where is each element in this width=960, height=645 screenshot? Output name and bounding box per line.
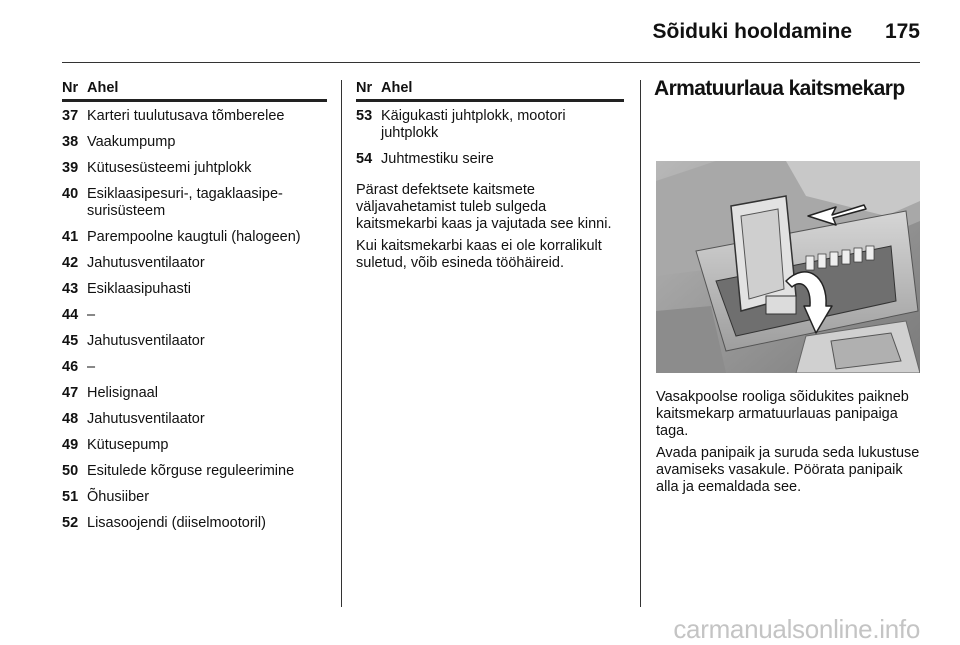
- table-header-nr: Nr: [356, 80, 373, 96]
- fuse-number: 53: [356, 108, 373, 124]
- section-heading: Armatuurlaua kaitsmekarp: [654, 77, 905, 100]
- table-header-circuit: Ahel: [87, 80, 119, 96]
- header-title: Sõiduki hooldamine: [652, 20, 852, 43]
- fuse-number: 40: [62, 186, 79, 202]
- fuse-number: 48: [62, 411, 79, 427]
- table-header-circuit: Ahel: [381, 80, 413, 96]
- fuse-circuit: Esiklaasipesuri-, tagaklaasipe-surisüsteem: [87, 186, 283, 219]
- fuse-table-2: [356, 80, 624, 277]
- fuse-number: 41: [62, 229, 79, 245]
- table-row: [62, 489, 327, 506]
- fuse-circuit: Vaakumpump: [87, 134, 176, 150]
- fuse-circuit: Helisignaal: [87, 385, 158, 401]
- fuse-number: 46: [62, 359, 79, 375]
- fuse-circuit: Esiklaasipuhasti: [87, 281, 191, 297]
- fuse-number: 52: [62, 515, 79, 531]
- fuse-circuit: Jahutusventilaator: [87, 411, 205, 427]
- watermark: carmanualsonline.info: [673, 614, 920, 644]
- column-divider-2: [640, 80, 641, 607]
- fuse-number: 54: [356, 151, 373, 167]
- table-row: [356, 108, 624, 142]
- fuse-number: 38: [62, 134, 79, 150]
- fuse-circuit: Juhtmestiku seire: [381, 151, 494, 167]
- table-row: [62, 281, 327, 298]
- fuse-number: 37: [62, 108, 79, 124]
- fuse-circuit: Lisasoojendi (diiselmootoril): [87, 515, 266, 531]
- fuse-number: 49: [62, 437, 79, 453]
- fuse-number: 39: [62, 160, 79, 176]
- fuse-circuit: Jahutusventilaator: [87, 255, 205, 271]
- fuse-number: 50: [62, 463, 79, 479]
- body-paragraph: Vasakpoolse rooliga sõidukites paikneb kaitsmekarp armatuurlauas panipaiga taga.: [656, 389, 909, 439]
- table-row: [62, 385, 327, 402]
- table-row: [62, 463, 327, 480]
- table-row: [62, 515, 327, 532]
- fuse-box-illustration: [656, 161, 920, 373]
- table-row: [62, 359, 327, 376]
- table-row: [62, 108, 327, 125]
- fuse-number: 47: [62, 385, 79, 401]
- table-header: [356, 80, 624, 102]
- body-paragraph: Pärast defektsete kaitsmete väljavahetamist tuleb sulgeda kaitsmekarbi kaas ja vajutada see kinni.: [356, 182, 612, 232]
- table-row: [62, 255, 327, 272]
- fuse-table-1: [62, 80, 327, 541]
- fuse-circuit: Käigukasti juhtplokk, mootori juhtplokk: [381, 108, 566, 141]
- table-header-nr: Nr: [62, 80, 79, 96]
- body-paragraph: Avada panipaik ja suruda seda lukustuse avamiseks vasakule. Pöörata panipaik alla ja eemaldada see.: [656, 445, 920, 495]
- fuse-number: 42: [62, 255, 79, 271]
- fuse-circuit: Parempoolne kaugtuli (halogeen): [87, 229, 301, 245]
- fuse-circuit: Karteri tuulutusava tõmberelee: [87, 108, 285, 124]
- table-row: [62, 307, 327, 324]
- fuse-circuit: Jahutusventilaator: [87, 333, 205, 349]
- fuse-circuit: –: [87, 359, 96, 375]
- fuse-number: 45: [62, 333, 79, 349]
- header-rule: [62, 62, 920, 63]
- table-row: [62, 437, 327, 454]
- fuse-number: 43: [62, 281, 79, 297]
- table-row: [62, 229, 327, 246]
- table-row: [356, 151, 624, 168]
- instrument-panel-section: [654, 77, 924, 501]
- table-row: [62, 160, 327, 177]
- fuse-circuit: –: [87, 307, 96, 323]
- table-row: [62, 411, 327, 428]
- table-row: [62, 134, 327, 151]
- fuse-number: 51: [62, 489, 79, 505]
- page-number: 175: [884, 20, 920, 43]
- fuse-circuit: Kütusepump: [87, 437, 169, 453]
- table-row: [62, 333, 327, 350]
- fuse-circuit: Esitulede kõrguse reguleerimine: [87, 463, 295, 479]
- body-paragraph: Kui kaitsmekarbi kaas ei ole korralikult suletud, võib esineda tööhäireid.: [356, 238, 602, 271]
- column-divider-1: [341, 80, 342, 607]
- table-header: [62, 80, 327, 102]
- fuse-number: 44: [62, 307, 79, 323]
- table-row: [62, 186, 327, 220]
- fuse-circuit: Kütusesüsteemi juhtplokk: [87, 160, 252, 176]
- fuse-circuit: Õhusiiber: [87, 489, 150, 505]
